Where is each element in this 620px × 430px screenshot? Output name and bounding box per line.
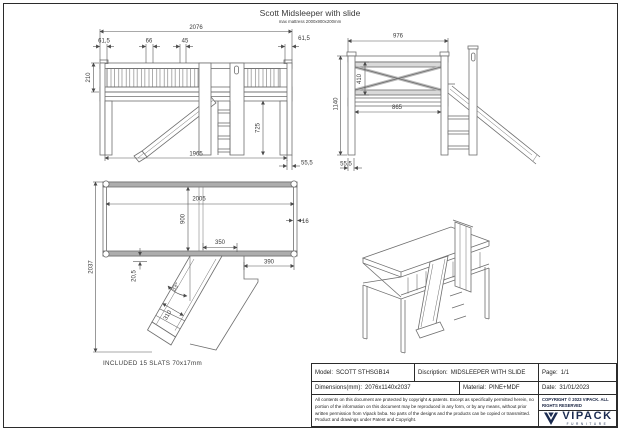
dim-plan-edge-gap: 20,5 [131,270,138,282]
titleblock-date-cell [538,381,617,394]
isometric-view [363,220,489,353]
dim-front-slat-gap-b: 45 [181,38,189,45]
dim-front-slat-gap-a: 66 [145,38,153,45]
sheet-title [260,8,361,24]
description-label: Discription: [418,369,448,376]
dim-plan-slide-angle: 33° [171,282,182,293]
dim-plan-slide-offset: 350 [214,240,226,246]
date-label: Date: [542,385,557,391]
dim-side-panel-height: 410 [357,73,363,85]
side-view [347,46,540,164]
dim-plan-overall-depth: 2037 [88,260,95,274]
titleblock-copyright-cell [538,394,617,410]
page-value: 1/1 [560,369,570,376]
material-label: Material: [463,385,487,391]
plan-slide [148,256,259,350]
titleblock-material-cell [459,381,538,394]
copyright-line1: COPYRIGHT © 2023 VIPACK. [542,397,600,402]
dim-front-leg-inset: 55,5 [301,160,313,167]
front-ladder [218,101,230,155]
dim-front-leg-span: 1965 [189,151,203,158]
material-value: PINE+MDF [489,385,520,391]
brand-name: VIPACK [562,410,613,423]
dim-plan-slide-exit: 390 [263,259,275,266]
drawing-subtitle: max mattress 2000x900x200mm [278,19,342,24]
side-ladder [448,116,469,149]
brand-subtitle: FURNITURE [566,422,609,427]
page-label: Page: [542,369,558,376]
dim-plan-slide-width: 310 [163,309,174,322]
dim-front-overhang-right: 61,5 [298,36,310,42]
titleblock-description-cell [414,363,538,381]
dim-side-overall-height: 1140 [333,97,340,111]
vipack-logo-icon [543,412,559,426]
dimensions-label: Dimensions(mm): [315,385,363,391]
dimensions-value: 2076x1140x2037 [365,385,411,391]
model-value: SCOTT STHSGB14 [336,369,390,376]
dim-side-inner-depth: 865 [391,105,403,111]
dim-front-overall-width: 2076 [189,25,203,31]
dim-side-leg-inset: 55,5 [340,161,352,168]
date-value: 31/01/2023 [559,385,590,391]
title-block [311,363,617,427]
description-value: MIDSLEEPER WITH SLIDE [450,369,526,376]
model-label: Model: [315,369,334,376]
dim-plan-mattress-width: 900 [180,213,187,225]
dim-side-overall-depth: 976 [392,33,404,40]
titleblock-page-cell [538,363,617,381]
dim-front-clearance: 725 [255,122,262,134]
brand-text-group [562,411,612,426]
drawing-title: Scott Midsleeper with slide [259,8,361,18]
iso-slide [416,256,448,338]
copyright-line2: ALL RIGHTS RESERVED [542,397,609,408]
side-slide [448,84,540,164]
dim-plan-inner-length: 2005 [192,196,206,203]
titleblock-model-cell [311,363,414,381]
dim-front-overhang-left: 61,5 [98,38,110,45]
titleblock-legal-text: All contents on this document are protected by copyright & patents. Except as specifically permitted herein, no portion of the information on this document may be reproduced in any form, or by any means, without prior written permission from Vipack bvba. No parts of the designs and the products can be copied or transmitted. Product and drawings under Patent and Copyright. [311,394,538,427]
dim-plan-board-thickness: 16 [302,219,309,225]
brand-logo [538,410,617,427]
dim-front-rail-height: 210 [86,72,92,83]
slats-note: INCLUDED 15 SLATS 70x17mm [103,360,203,367]
titleblock-dimensions-cell [311,381,459,394]
